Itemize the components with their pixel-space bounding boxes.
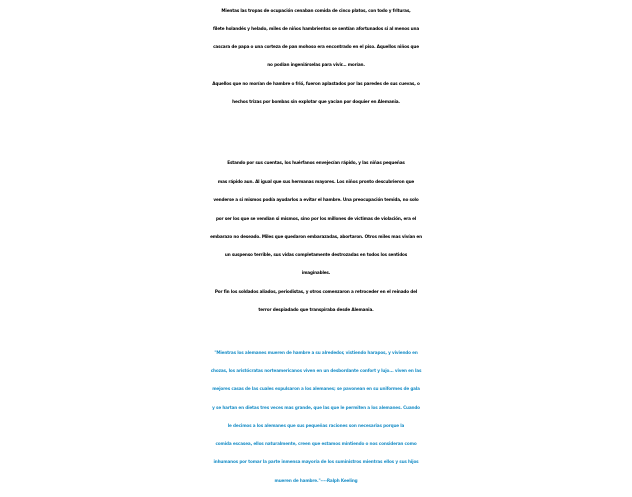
quote-line: y se hartan en dietas tres veces mas grande, que las que le permiten a los alemanes. Cuando [212,405,420,410]
text-line: mas rápido aun. Al igual que sus hermanas mayores. Los niños pronto descubrieron que [217,179,415,184]
quote-line: mueren de hambre."----Ralph Keeling [274,478,358,483]
text-line: terror despiadado que transpiraba desde Alemania. [258,307,374,312]
quote-line: comida escasea, ellos naturalmente, creen que estamos mintiendo o nos consideran como [215,441,417,446]
text-line: Por fin los soldados aliados, periodistas, y otros comenzaron a retroceder en el reinado del [214,289,418,294]
quote-line: inhumanos por tomar la parte inmensa mayoría de los suministros mientras ellos y sus hijos [213,459,419,464]
text-line: un suspenso terrible, sus vidas completamente destrozadas en todos los sentidos [224,252,408,257]
text-line: Mientas las tropas de ocupación cenaban comida de cinco platos, con todo y frituras, [221,8,411,13]
text-line: hechos trizas por bombas sin explotar que yacían por doquier en Alemania. [232,99,400,104]
text-line: imaginables. [301,270,331,275]
text-line: Aquellos que no morían de hambre o frió, fueron aplastados por las paredes de sus cuevas, o [212,81,420,86]
text-line: embarazo no deseado. Miles que quedaron embarazadas, abortaron. Otros miles mas vivían en [210,234,422,239]
text-line: por ser los que se vendían si mismos, sino por los millones de victimas de violación, era el [215,216,417,221]
quote-line: chozas, los aristócratas norteamericanos viven en un desbordante confort y lujo... viven en las [210,368,422,373]
text-line: venderse a si mismos podía ayudarlos a evitar el hambre. Una preocupación temida, no solo [213,197,419,202]
text-line: filete holandés y helado, miles de niños hambrientos se sentían afortunados si al menos una [212,26,420,31]
text-line: no podían ingeniárselas para vivir... morían. [267,62,365,67]
text-line: cascara de papa o una corteza de pan mohoso era encontrado en el piso. Aquellos niños que [213,44,419,49]
text-line: Estando por sus cuentas, los huérfanos envejecían rápido, y las niñas pequeñas [227,160,405,165]
quote-line: mejores casas de las cuales expulsaron a los alemanes; se pavonean en su uniformes de gala [212,386,420,391]
quote-line: le decimos a los alemanes que sus pequeñas raciones son necesarias porque la [227,423,405,428]
quote-line: "Mientras los alemanes mueren de hambre a su alrededor, vistiendo harapos, y viviendo en [214,350,418,355]
